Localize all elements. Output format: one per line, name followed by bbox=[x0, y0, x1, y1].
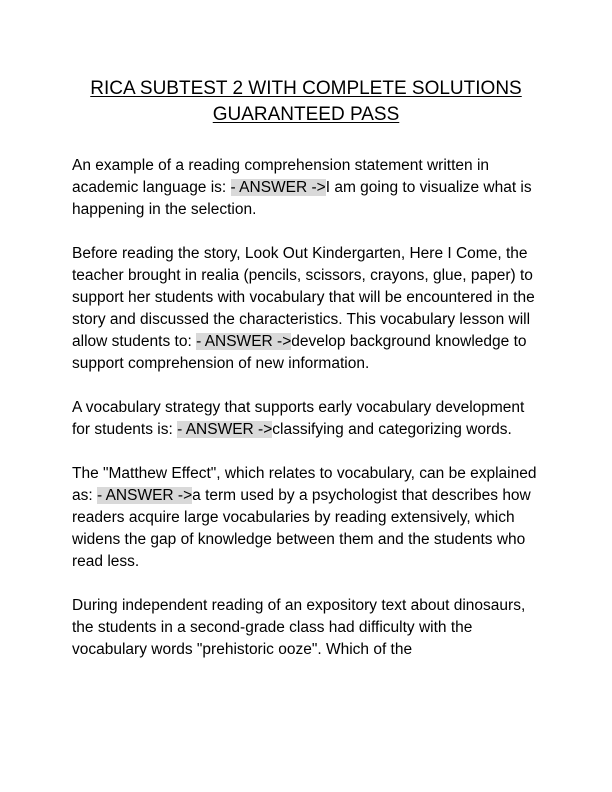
qa-item-3 bbox=[72, 397, 540, 441]
qa-item-1 bbox=[72, 155, 540, 221]
document-title bbox=[72, 76, 540, 128]
question-text: Before reading the story, Look Out Kindergarten, Here I Come, the teacher brought in realia (pencils, scissors, crayons, glue, paper) to support her students with vocabulary that will be encountered in the story and discussed the characteristics. This vocabulary lesson will allow students to: bbox=[72, 245, 535, 350]
qa-item-4 bbox=[72, 463, 540, 573]
answer-text: I am going to visualize what is happening in the selection. bbox=[72, 179, 532, 218]
question-text: A vocabulary strategy that supports early vocabulary development for students is: bbox=[72, 399, 525, 438]
question-text: An example of a reading comprehension statement written in academic language is: bbox=[72, 157, 490, 196]
qa-item-5 bbox=[72, 595, 540, 661]
answer-marker: - ANSWER -> bbox=[177, 421, 273, 438]
answer-marker: - ANSWER -> bbox=[230, 179, 326, 196]
question-text: During independent reading of an expository text about dinosaurs, the students in a second-grade class had difficulty with the vocabulary words "prehistoric ooze". Which of the bbox=[72, 597, 526, 658]
answer-marker: - ANSWER -> bbox=[96, 487, 193, 504]
qa-item-2 bbox=[72, 243, 540, 375]
title-line-1: RICA SUBTEST 2 WITH COMPLETE SOLUTIONS bbox=[90, 78, 522, 99]
title-line-2: GUARANTEED PASS bbox=[212, 104, 400, 125]
answer-text: classifying and categorizing words. bbox=[272, 421, 512, 438]
answer-text: develop background knowledge to support comprehension of new information. bbox=[72, 333, 527, 372]
answer-text: a term used by a psychologist that describes how readers acquire large vocabularies by reading extensively, which widens the gap of knowledge between them and the students who read less. bbox=[72, 487, 531, 570]
answer-marker: - ANSWER -> bbox=[196, 333, 292, 350]
question-text: The "Matthew Effect", which relates to vocabulary, can be explained as: bbox=[72, 465, 537, 504]
